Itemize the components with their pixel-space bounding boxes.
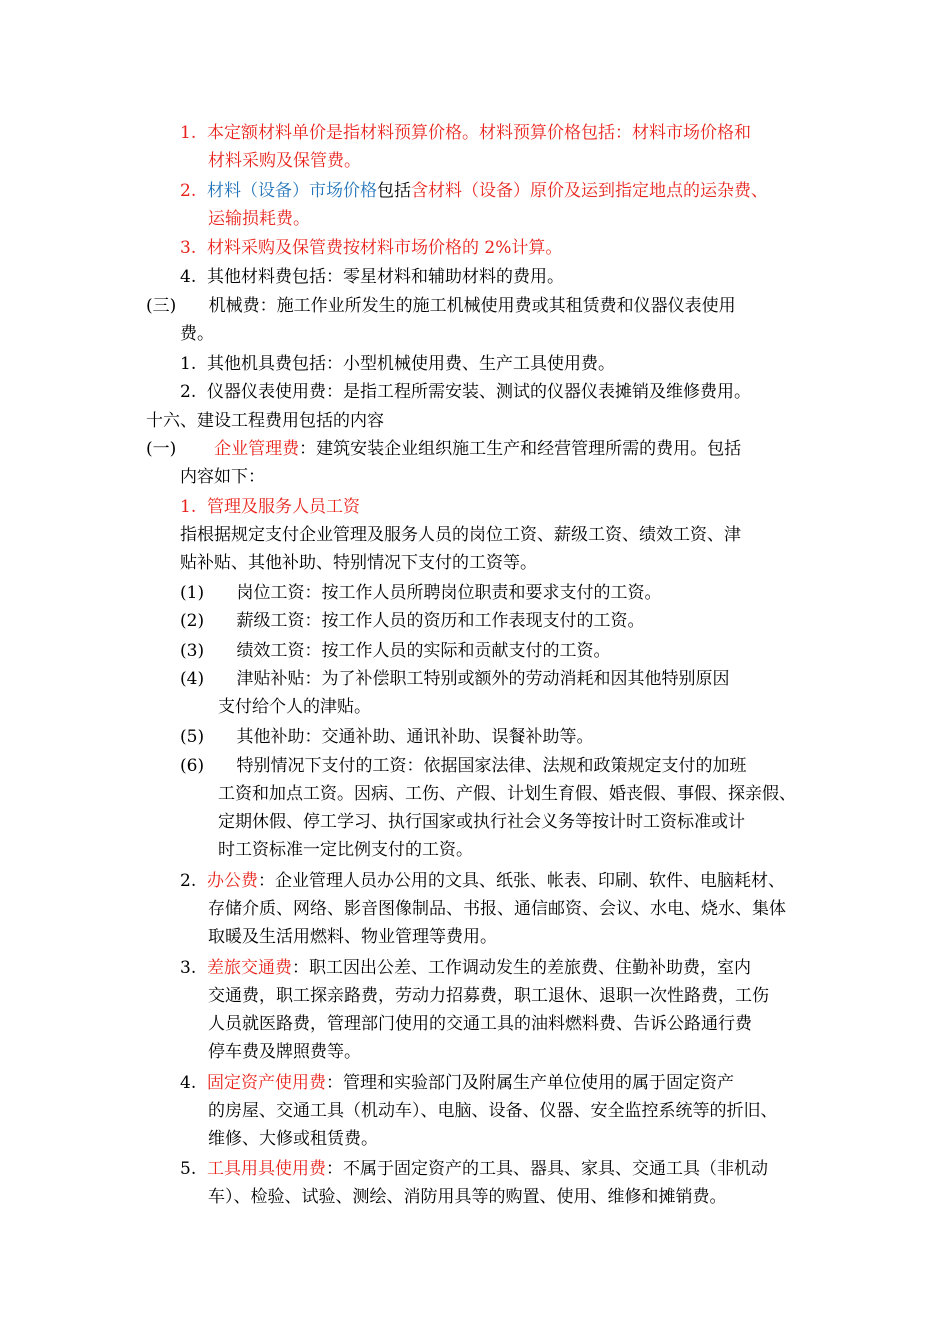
text-segment: 固定资产使用费: [207, 1073, 327, 1093]
text-segment: (6) 特别情况下支付的工资：依据国家法律、法规和政策规定支付的加班: [180, 756, 747, 776]
text-segment: (2) 薪级工资：按工作人员的资历和工作表现支付的工资。: [180, 611, 645, 631]
text-line: [208, 926, 497, 948]
text-line: [208, 1100, 778, 1122]
text-segment: ：不属于固定资产的工具、器具、家具、交通工具（非机动: [326, 1159, 769, 1179]
text-segment: 工资和加点工资。因病、工伤、产假、计划生育假、婚丧假、事假、探亲假、: [218, 784, 796, 804]
text-line: [180, 1072, 734, 1094]
text-segment: 车）、检验、试验、测绘、消防用具等的购置、使用、维修和摊销费。: [208, 1187, 727, 1207]
text-segment: (一): [146, 439, 215, 459]
text-segment: 的房屋、交通工具（机动车）、电脑、设备、仪器、安全监控系统等的折旧、: [208, 1101, 778, 1121]
text-segment: 含材料（设备）原价及运到指定地点的运杂费、: [411, 181, 769, 201]
text-line: [208, 898, 786, 920]
text-line: [180, 122, 751, 144]
text-line: [180, 524, 741, 546]
text-line: [218, 783, 796, 805]
text-line: [180, 266, 564, 288]
text-segment: 运输损耗费。: [208, 209, 310, 229]
text-segment: 人员就医路费，管理部门使用的交通工具的油料燃料费、告诉公路通行费: [208, 1014, 752, 1034]
text-segment: ：管理和实验部门及附属生产单位使用的属于固定资产: [326, 1073, 735, 1093]
text-line: [208, 1186, 727, 1208]
text-segment: 企业管理费: [214, 439, 300, 459]
text-segment: 1. 管理及服务人员工资: [180, 497, 361, 517]
text-segment: ：企业管理人员办公用的文具、纸张、帐表、印刷、软件、电脑耗材、: [258, 871, 786, 891]
text-segment: 1. 本定额材料单价是指材料预算价格。材料预算价格包括：材料市场价格和: [180, 123, 752, 143]
text-line: [180, 466, 265, 488]
text-line: [208, 1013, 752, 1035]
text-segment: 十六、建设工程费用包括的内容: [146, 411, 384, 431]
text-segment: (3) 绩效工资：按工作人员的实际和贡献支付的工资。: [180, 641, 611, 661]
text-line: [180, 552, 537, 574]
text-line: [208, 208, 310, 230]
text-line: [180, 353, 615, 375]
text-line: [146, 438, 741, 460]
text-line: [208, 150, 361, 172]
text-segment: 贴补贴、其他补助、特别情况下支付的工资等。: [180, 553, 537, 573]
text-segment: 取暖及生活用燃料、物业管理等费用。: [208, 927, 497, 947]
text-segment: 差旅交通费: [207, 958, 293, 978]
text-segment: 定期休假、停工学习、执行国家或执行社会义务等按计时工资标准或计: [218, 812, 745, 832]
text-segment: 维修、大修或租赁费。: [208, 1129, 378, 1149]
text-line: [180, 755, 747, 777]
text-line: [180, 381, 751, 403]
text-segment: (4) 津贴补贴：为了补偿职工特别或额外的劳动消耗和因其他特别原因: [180, 669, 730, 689]
text-line: [180, 496, 360, 518]
text-segment: 材料采购及保管费。: [208, 151, 361, 171]
text-segment: (三) 机械费：施工作业所发生的施工机械使用费或其租赁费和仪器仪表使用: [146, 296, 736, 316]
text-segment: 费。: [180, 324, 214, 344]
text-segment: 支付给个人的津贴。: [218, 697, 371, 717]
text-segment: 2.: [180, 181, 208, 201]
text-line: [218, 811, 745, 833]
text-line: [180, 237, 562, 259]
text-segment: 包括: [377, 181, 412, 201]
text-segment: 4. 其他材料费包括：零星材料和辅助材料的费用。: [180, 267, 565, 287]
text-line: [180, 1158, 768, 1180]
text-segment: 指根据规定支付企业管理及服务人员的岗位工资、薪级工资、绩效工资、津: [180, 525, 741, 545]
text-segment: 2.: [180, 871, 208, 891]
text-line: [208, 985, 769, 1007]
text-segment: 存储介质、网络、影音图像制品、书报、通信邮资、会议、水电、烧水、集体: [208, 899, 786, 919]
text-line: [218, 839, 473, 861]
text-segment: 交通费，职工探亲路费，劳动力招募费，职工退休、退职一次性路费，工伤: [208, 986, 769, 1006]
text-segment: 时工资标准一定比例支付的工资。: [218, 840, 473, 860]
text-segment: (5) 其他补助：交通补助、通讯补助、误餐补助等。: [180, 727, 594, 747]
text-segment: ：建筑安装企业组织施工生产和经营管理所需的费用。包括: [299, 439, 742, 459]
text-segment: 内容如下：: [180, 467, 265, 487]
text-segment: 3. 材料采购及保管费按材料市场价格的 2%计算。: [180, 238, 563, 258]
text-line: [180, 582, 662, 604]
text-line: [180, 640, 611, 662]
text-line: [180, 610, 645, 632]
text-segment: (1) 岗位工资：按工作人员所聘岗位职责和要求支付的工资。: [180, 583, 662, 603]
text-segment: 停车费及牌照费等。: [208, 1042, 361, 1062]
text-segment: ：职工因出公差、工作调动发生的差旅费、住勤补助费，室内: [292, 958, 752, 978]
text-line: [146, 295, 736, 317]
text-segment: 办公费: [207, 871, 259, 891]
text-line: [180, 323, 214, 345]
text-line: [146, 410, 384, 432]
text-line: [180, 870, 785, 892]
text-segment: 工具用具使用费: [207, 1159, 327, 1179]
text-segment: 1. 其他机具费包括：小型机械使用费、生产工具使用费。: [180, 354, 616, 374]
text-line: [208, 1041, 361, 1063]
text-segment: 2. 仪器仪表使用费：是指工程所需安装、测试的仪器仪表摊销及维修费用。: [180, 382, 752, 402]
text-segment: 5.: [180, 1159, 208, 1179]
text-segment: 3.: [180, 958, 208, 978]
text-segment: 4.: [180, 1073, 208, 1093]
text-line: [180, 668, 730, 690]
text-line: [180, 180, 768, 202]
text-segment: 材料（设备）市场价格: [207, 181, 378, 201]
text-line: [180, 726, 594, 748]
text-line: [180, 957, 751, 979]
text-line: [208, 1128, 378, 1150]
text-line: [218, 696, 371, 718]
